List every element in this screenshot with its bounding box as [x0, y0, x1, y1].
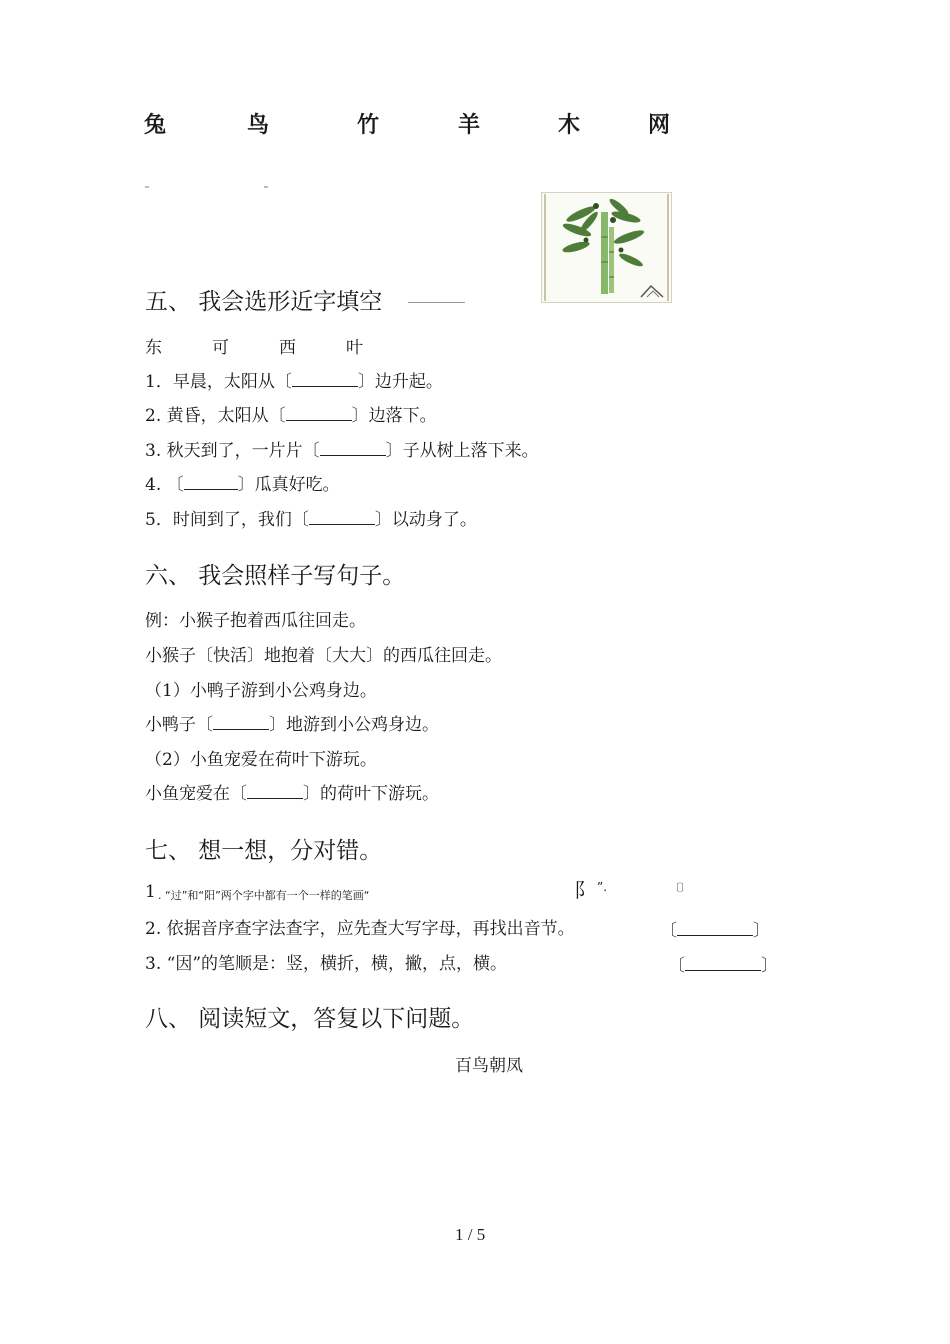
- bracket-close: 〕: [761, 956, 778, 976]
- char-rabbit: 兔: [144, 113, 167, 138]
- bracket-open: 〔: [668, 956, 685, 976]
- section8-title: 八、 阅读短文，答复以下问题。: [145, 1006, 475, 1032]
- char-sheep: 羊: [458, 113, 481, 138]
- word-choice-2: 可: [212, 338, 229, 358]
- answer-1-pre: 小鸭子〔: [145, 715, 213, 735]
- blank-answer-4[interactable]: [184, 474, 238, 490]
- example-sentence: 例：小猴子抱着西瓜往回走。: [145, 611, 366, 631]
- blank-answer-5[interactable]: [309, 509, 375, 525]
- fill-item-2-pre: 2. 黄昏，太阳从〔: [145, 406, 286, 426]
- fill-item-4-pre: 4. 〔: [145, 475, 184, 495]
- blank-judge-3[interactable]: [685, 955, 761, 971]
- passage-title: 百鸟朝凤: [455, 1056, 523, 1076]
- fill-item-2-post: 〕边落下。: [351, 406, 437, 426]
- fill-item-3-pre: 3. 秋天到了，一片片〔: [145, 441, 320, 461]
- bracket-open: 〔: [660, 921, 677, 941]
- fill-item-5: [145, 505, 477, 530]
- judge-item-1-number: 1: [145, 882, 156, 902]
- scan-mark: [145, 186, 149, 188]
- answer-1-post: 〕地游到小公鸡身边。: [269, 715, 439, 735]
- judge-item-3: 3. “因”的笔顺是：竖，横折，横，撇，点，横。: [145, 954, 508, 974]
- fill-item-4: [145, 470, 340, 495]
- char-wood: 木: [558, 113, 581, 138]
- judge-bracket-2[interactable]: [660, 916, 770, 941]
- bamboo-image: [541, 192, 672, 303]
- radical-glyph: 阝: [574, 878, 594, 902]
- section5-title: 五、 我会选形近字填空: [145, 289, 383, 315]
- word-choice-3: 西: [279, 338, 296, 358]
- fill-item-5-pre: 5．时间到了，我们〔: [145, 510, 309, 530]
- char-bamboo: 竹: [357, 113, 380, 138]
- fill-item-1: [145, 367, 443, 392]
- fill-item-3: [145, 436, 539, 461]
- fill-item-1-pre: 1．早晨，太阳从〔: [145, 372, 292, 392]
- blank-answer-7[interactable]: [247, 783, 303, 799]
- char-bird: 鸟: [247, 113, 270, 138]
- scan-mark: [264, 186, 268, 188]
- fill-item-4-post: 〕瓜真好吃。: [237, 475, 340, 495]
- section7-title: 七、 想一想，分对错。: [145, 838, 383, 864]
- blank-answer-6[interactable]: [213, 714, 269, 730]
- answer-2-post: 〕的荷叶下游玩。: [303, 784, 439, 804]
- fill-item-2: [145, 401, 437, 426]
- fill-item-1-post: 〕边升起。: [357, 372, 443, 392]
- question-2: （2）小鱼宠爱在荷叶下游玩。: [145, 750, 377, 770]
- judge-item-2: 2. 依据音序查字法查字，应先查大写字母，再找出音节。: [145, 919, 575, 939]
- judge-bracket-1[interactable]: 〔〕: [670, 883, 690, 894]
- char-net: 网: [648, 113, 671, 138]
- underline-stroke: [408, 302, 465, 303]
- question-1: （1）小鸭子游到小公鸡身边。: [145, 681, 377, 701]
- word-choice-4: 叶: [346, 338, 363, 358]
- judge-item-1-text: . “过”和“阳”两个字中都有一个一样的笔画“: [158, 889, 370, 902]
- blank-answer-1[interactable]: [292, 371, 358, 387]
- fill-item-3-post: 〕子从树上落下来。: [385, 441, 539, 461]
- answer-2: [145, 779, 439, 804]
- blank-answer-3[interactable]: [320, 440, 386, 456]
- bracket-close: 〕: [753, 921, 770, 941]
- answer-2-pre: 小鱼宠爱在〔: [145, 784, 247, 804]
- blank-judge-2[interactable]: [677, 920, 753, 936]
- example-answer: 小猴子〔快活〕地抱着〔大大〕的西瓜往回走。: [145, 646, 502, 666]
- blank-answer-2[interactable]: [286, 405, 352, 421]
- answer-1: [145, 710, 439, 735]
- word-choice-1: 东: [145, 338, 162, 358]
- fill-item-5-post: 〕以动身了。: [374, 510, 477, 530]
- section6-title: 六、 我会照样子写句子。: [145, 563, 406, 589]
- judge-bracket-3[interactable]: [668, 951, 778, 976]
- glyph-close-quote: ”.: [597, 880, 608, 894]
- page-number: 1 / 5: [455, 1225, 486, 1244]
